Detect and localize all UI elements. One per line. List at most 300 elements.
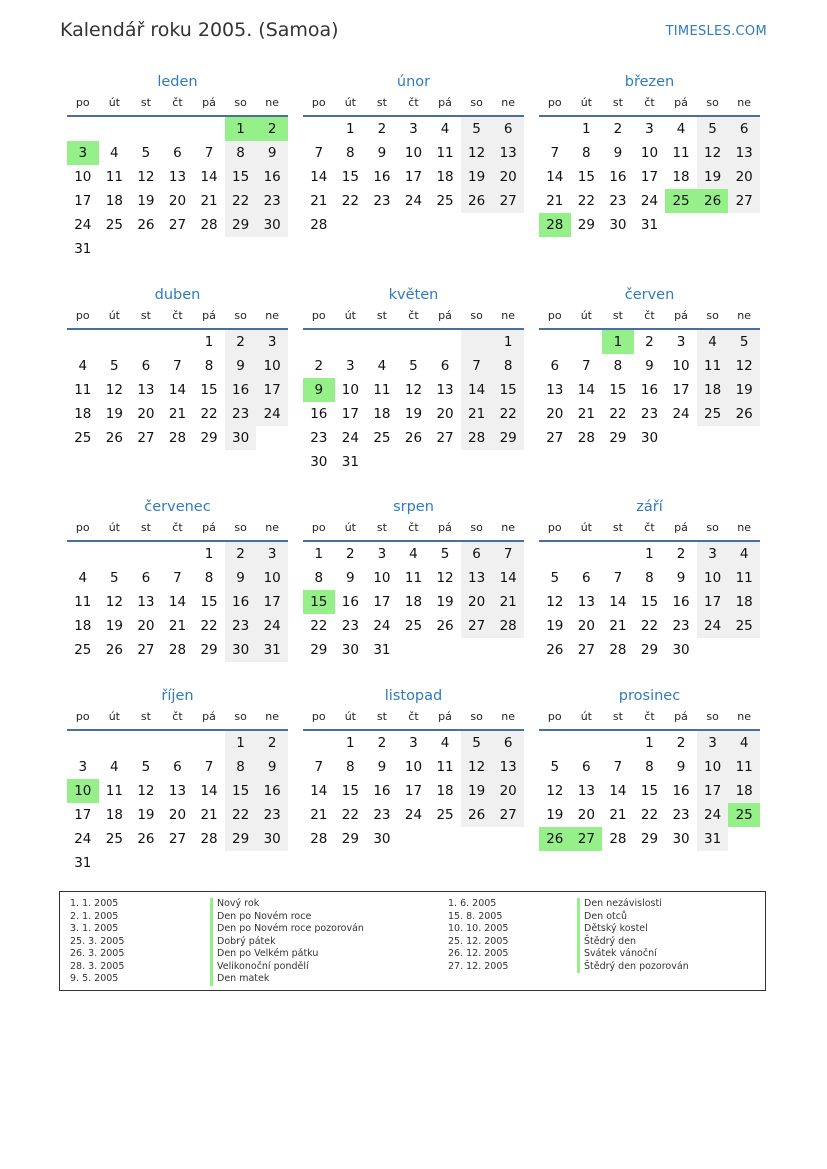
- month-name: březen: [624, 74, 675, 90]
- weekday-label: ne: [737, 710, 752, 723]
- empty-cell: [303, 117, 335, 141]
- weekday-label: čt: [172, 96, 183, 109]
- day-cell: 8: [346, 145, 355, 161]
- day-cell: 27: [168, 217, 187, 233]
- day-cell: 31: [373, 642, 391, 658]
- weekday-label: út: [580, 521, 592, 534]
- empty-cell: [99, 731, 131, 755]
- weekday-label: st: [612, 521, 623, 534]
- day-grid: [539, 542, 760, 662]
- day-cell: 13: [577, 783, 595, 799]
- day-cell: 18: [672, 169, 690, 185]
- day-cell: 13: [168, 169, 187, 185]
- empty-cell: [366, 450, 398, 474]
- empty-cell: [67, 330, 99, 354]
- day-cell: 15: [225, 165, 257, 189]
- day-cell: 20: [577, 807, 595, 823]
- legend-left-dates: [70, 898, 124, 986]
- legend-date: 27. 12. 2005: [448, 960, 509, 972]
- weekday-label: út: [580, 309, 592, 322]
- brand-link[interactable]: TIMESLES.COM: [665, 24, 767, 39]
- empty-cell: [461, 638, 493, 662]
- day-cell: 24: [74, 217, 92, 233]
- day-cell: 19: [105, 618, 123, 634]
- weekday-label: čt: [172, 521, 183, 534]
- day-cell: 13: [168, 783, 187, 799]
- day-cell: 13: [492, 141, 524, 165]
- weekday-label: pá: [674, 96, 688, 109]
- day-cell: 14: [609, 594, 627, 610]
- day-grid: [67, 117, 288, 261]
- day-cell: 11: [728, 755, 760, 779]
- day-cell: 6: [141, 570, 151, 586]
- legend-date: 9. 5. 2005: [70, 973, 119, 984]
- weekday-label: st: [376, 309, 387, 322]
- weekday-label: ne: [501, 309, 516, 322]
- day-cell: 27: [577, 642, 595, 658]
- month-block: [303, 685, 524, 851]
- day-cell: 16: [256, 779, 288, 803]
- day-cell: 4: [697, 330, 729, 354]
- day-cell: 20: [168, 193, 187, 209]
- day-cell: 29: [640, 831, 659, 847]
- weekday-label: čt: [644, 96, 655, 109]
- empty-cell: [728, 827, 760, 851]
- day-cell: 5: [461, 731, 493, 755]
- legend-date: 25. 3. 2005: [70, 935, 125, 947]
- day-cell: 3: [377, 546, 387, 562]
- day-cell: 11: [728, 566, 760, 590]
- day-cell: 22: [225, 189, 257, 213]
- day-cell: 23: [225, 614, 257, 638]
- day-cell: 26: [105, 430, 123, 446]
- day-cell: 29: [225, 827, 257, 851]
- empty-cell: [193, 851, 225, 875]
- day-cell: 28: [461, 426, 493, 450]
- empty-cell: [130, 731, 162, 755]
- day-cell: 29: [492, 426, 524, 450]
- day-grid: [303, 731, 524, 851]
- day-cell: 6: [728, 117, 760, 141]
- day-cell: 21: [609, 618, 627, 634]
- day-cell: 10: [640, 145, 659, 161]
- day-cell: 5: [110, 570, 119, 586]
- day-cell: 1: [225, 117, 257, 141]
- weekday-label: st: [612, 710, 623, 723]
- day-cell: 31: [74, 241, 92, 257]
- legend-right-dates: [448, 898, 508, 973]
- empty-cell: [398, 213, 430, 237]
- weekday-label: pá: [202, 521, 216, 534]
- day-cell: 9: [303, 378, 335, 402]
- day-cell: 14: [200, 169, 218, 185]
- legend-date: 3. 1. 2005: [70, 923, 119, 934]
- empty-cell: [335, 213, 367, 237]
- day-cell: 23: [310, 430, 328, 446]
- weekday-label: so: [470, 309, 483, 322]
- weekday-label: po: [547, 96, 562, 109]
- day-cell: 7: [582, 358, 591, 374]
- day-cell: 13: [577, 594, 595, 610]
- day-cell: 27: [137, 430, 155, 446]
- day-cell: 17: [256, 590, 288, 614]
- day-cell: 18: [436, 169, 454, 185]
- day-cell: 15: [492, 378, 524, 402]
- day-cell: 16: [672, 783, 690, 799]
- day-cell: 11: [436, 145, 454, 161]
- day-grid: [539, 117, 760, 237]
- day-cell: 10: [373, 570, 391, 586]
- day-cell: 12: [461, 141, 493, 165]
- day-cell: 8: [314, 570, 324, 586]
- day-cell: 8: [225, 755, 257, 779]
- day-cell: 24: [74, 831, 92, 847]
- weekday-label: so: [234, 309, 247, 322]
- day-cell: 6: [173, 759, 182, 775]
- day-cell: 27: [728, 189, 760, 213]
- empty-cell: [99, 330, 131, 354]
- month-block: [303, 71, 524, 237]
- day-cell: 22: [640, 807, 659, 823]
- weekday-label: ne: [737, 521, 752, 534]
- empty-cell: [99, 117, 131, 141]
- day-cell: 16: [640, 382, 659, 398]
- day-cell: 26: [137, 217, 155, 233]
- day-cell: 7: [550, 145, 560, 161]
- month-name: srpen: [393, 499, 434, 515]
- day-cell: 10: [74, 169, 92, 185]
- month-block: [67, 685, 288, 875]
- day-cell: 20: [546, 406, 564, 422]
- day-cell: 27: [461, 614, 493, 638]
- empty-cell: [303, 731, 335, 755]
- day-cell: 19: [404, 406, 423, 422]
- day-cell: 17: [697, 590, 729, 614]
- day-cell: 8: [645, 759, 654, 775]
- weekday-header: [539, 518, 760, 542]
- month-name: únor: [396, 74, 431, 90]
- empty-cell: [539, 117, 571, 141]
- day-cell: 24: [256, 614, 288, 638]
- month-block: [67, 71, 288, 261]
- day-cell: 19: [697, 165, 729, 189]
- legend-date: 26. 12. 2005: [448, 948, 509, 959]
- empty-cell: [728, 426, 760, 450]
- day-cell: 25: [404, 618, 423, 634]
- legend-date: 10. 10. 2005: [448, 923, 509, 934]
- day-cell: 27: [546, 430, 564, 446]
- day-cell: 2: [314, 358, 324, 374]
- day-cell: 1: [204, 334, 214, 350]
- empty-cell: [256, 426, 288, 450]
- day-cell: 1: [645, 546, 654, 562]
- day-grid: [67, 330, 288, 450]
- day-cell: 18: [74, 406, 92, 422]
- day-cell: 9: [676, 759, 686, 775]
- day-cell: 24: [256, 402, 288, 426]
- day-cell: 3: [256, 330, 288, 354]
- weekday-header: [303, 93, 524, 117]
- day-cell: 6: [492, 117, 524, 141]
- weekday-label: po: [547, 309, 562, 322]
- day-cell: 2: [256, 731, 288, 755]
- day-cell: 16: [256, 165, 288, 189]
- legend-date: 1. 1. 2005: [70, 898, 119, 909]
- weekday-label: st: [612, 309, 623, 322]
- day-cell: 14: [609, 783, 627, 799]
- empty-cell: [99, 851, 131, 875]
- day-cell: 3: [645, 121, 654, 137]
- day-cell: 29: [225, 213, 257, 237]
- day-cell: 10: [67, 779, 99, 803]
- empty-cell: [461, 330, 493, 354]
- empty-cell: [162, 542, 194, 566]
- day-cell: 30: [256, 827, 288, 851]
- day-cell: 15: [200, 382, 218, 398]
- day-cell: 15: [200, 594, 218, 610]
- day-cell: 25: [74, 430, 92, 446]
- month-name: červenec: [144, 499, 211, 515]
- day-cell: 11: [74, 382, 92, 398]
- day-cell: 18: [697, 378, 729, 402]
- day-cell: 13: [728, 141, 760, 165]
- day-cell: 29: [577, 217, 595, 233]
- day-cell: 25: [665, 189, 697, 213]
- empty-cell: [335, 330, 367, 354]
- day-cell: 5: [728, 330, 760, 354]
- empty-cell: [398, 330, 430, 354]
- day-cell: 26: [105, 642, 123, 658]
- empty-cell: [398, 638, 430, 662]
- day-cell: 24: [404, 807, 423, 823]
- day-cell: 4: [440, 121, 450, 137]
- day-cell: 2: [377, 735, 387, 751]
- day-cell: 17: [640, 169, 659, 185]
- day-cell: 28: [200, 217, 218, 233]
- empty-cell: [162, 237, 194, 261]
- day-cell: 2: [346, 546, 355, 562]
- day-cell: 13: [137, 382, 155, 398]
- day-cell: 7: [613, 570, 623, 586]
- day-cell: 11: [672, 145, 690, 161]
- day-cell: 10: [256, 354, 288, 378]
- legend-holiday-name: Svátek vánoční: [577, 948, 689, 961]
- month-block: [539, 496, 760, 662]
- day-cell: 24: [697, 614, 729, 638]
- day-cell: 16: [310, 406, 328, 422]
- empty-cell: [99, 542, 131, 566]
- empty-cell: [697, 426, 729, 450]
- day-cell: 4: [676, 121, 686, 137]
- day-cell: 16: [609, 169, 627, 185]
- day-cell: 22: [341, 807, 359, 823]
- day-cell: 21: [577, 406, 595, 422]
- day-cell: 5: [697, 117, 729, 141]
- empty-cell: [162, 330, 194, 354]
- weekday-label: ne: [265, 710, 280, 723]
- day-cell: 23: [672, 807, 690, 823]
- empty-cell: [193, 731, 225, 755]
- day-cell: 17: [672, 382, 690, 398]
- day-cell: 19: [546, 618, 564, 634]
- page-title: Kalendář roku 2005. (Samoa): [60, 19, 339, 41]
- day-cell: 9: [225, 354, 257, 378]
- day-cell: 11: [697, 354, 729, 378]
- weekday-label: po: [75, 309, 90, 322]
- day-cell: 26: [436, 618, 454, 634]
- day-cell: 21: [310, 193, 328, 209]
- day-cell: 17: [74, 807, 92, 823]
- weekday-label: st: [376, 96, 387, 109]
- empty-cell: [398, 450, 430, 474]
- day-cell: 17: [373, 594, 391, 610]
- day-cell: 27: [492, 189, 524, 213]
- day-cell: 3: [256, 542, 288, 566]
- day-cell: 30: [373, 831, 391, 847]
- weekday-header: [303, 306, 524, 330]
- day-cell: 15: [577, 169, 595, 185]
- day-cell: 28: [168, 642, 187, 658]
- day-cell: 2: [225, 330, 257, 354]
- day-cell: 7: [314, 759, 324, 775]
- day-cell: 30: [256, 213, 288, 237]
- weekday-label: pá: [438, 309, 452, 322]
- empty-cell: [130, 542, 162, 566]
- weekday-header: [539, 707, 760, 731]
- day-cell: 15: [640, 783, 659, 799]
- day-cell: 22: [200, 618, 218, 634]
- month-block: [303, 496, 524, 662]
- day-cell: 6: [582, 570, 591, 586]
- day-cell: 6: [582, 759, 591, 775]
- day-cell: 30: [672, 831, 690, 847]
- day-cell: 11: [373, 382, 391, 398]
- weekday-header: [303, 707, 524, 731]
- day-cell: 4: [728, 731, 760, 755]
- empty-cell: [602, 542, 634, 566]
- day-cell: 20: [492, 779, 524, 803]
- day-cell: 22: [200, 406, 218, 422]
- empty-cell: [728, 213, 760, 237]
- day-grid: [67, 542, 288, 662]
- day-cell: 26: [697, 189, 729, 213]
- day-cell: 11: [74, 594, 92, 610]
- day-cell: 25: [436, 193, 454, 209]
- day-cell: 9: [377, 759, 387, 775]
- day-cell: 31: [341, 454, 359, 470]
- day-cell: 14: [492, 566, 524, 590]
- empty-cell: [492, 450, 524, 474]
- day-cell: 16: [341, 594, 359, 610]
- day-cell: 12: [546, 783, 564, 799]
- day-cell: 19: [436, 594, 454, 610]
- day-cell: 19: [461, 165, 493, 189]
- empty-cell: [429, 450, 461, 474]
- day-cell: 25: [373, 430, 391, 446]
- day-cell: 31: [256, 638, 288, 662]
- legend-holiday-name: Den po Novém roce: [210, 911, 364, 924]
- day-cell: 14: [168, 594, 187, 610]
- day-cell: 28: [310, 217, 328, 233]
- empty-cell: [728, 638, 760, 662]
- day-cell: 20: [137, 618, 155, 634]
- day-cell: 14: [200, 783, 218, 799]
- weekday-label: út: [580, 96, 592, 109]
- empty-cell: [697, 638, 729, 662]
- day-cell: 16: [672, 594, 690, 610]
- weekday-label: út: [108, 710, 120, 723]
- day-cell: 12: [137, 783, 155, 799]
- weekday-label: ne: [501, 96, 516, 109]
- day-cell: 1: [582, 121, 591, 137]
- day-cell: 24: [697, 803, 729, 827]
- day-cell: 27: [436, 430, 454, 446]
- day-cell: 29: [310, 642, 328, 658]
- day-cell: 22: [640, 618, 659, 634]
- day-cell: 24: [373, 618, 391, 634]
- weekday-label: st: [376, 521, 387, 534]
- day-cell: 10: [672, 358, 690, 374]
- day-cell: 11: [105, 783, 123, 799]
- day-cell: 12: [105, 594, 123, 610]
- weekday-label: po: [311, 96, 326, 109]
- day-cell: 21: [168, 406, 187, 422]
- empty-cell: [162, 731, 194, 755]
- weekday-label: st: [140, 96, 151, 109]
- day-cell: 2: [613, 121, 623, 137]
- day-cell: 21: [200, 807, 218, 823]
- weekday-label: so: [234, 96, 247, 109]
- day-cell: 15: [609, 382, 627, 398]
- legend-holiday-name: Den po Velkém pátku: [210, 948, 364, 961]
- day-cell: 15: [341, 783, 359, 799]
- day-cell: 9: [225, 566, 257, 590]
- day-cell: 10: [256, 566, 288, 590]
- day-cell: 14: [577, 382, 595, 398]
- day-cell: 8: [492, 354, 524, 378]
- empty-cell: [99, 237, 131, 261]
- weekday-label: so: [234, 521, 247, 534]
- month-name: září: [636, 499, 663, 515]
- day-cell: 14: [168, 382, 187, 398]
- day-cell: 10: [697, 755, 729, 779]
- weekday-label: čt: [408, 96, 419, 109]
- legend-date: 26. 3. 2005: [70, 948, 125, 959]
- weekday-header: [67, 306, 288, 330]
- weekday-header: [303, 518, 524, 542]
- day-cell: 10: [697, 566, 729, 590]
- day-cell: 7: [461, 354, 493, 378]
- weekday-label: po: [311, 309, 326, 322]
- day-cell: 29: [341, 831, 359, 847]
- day-cell: 30: [672, 642, 690, 658]
- weekday-label: ne: [501, 710, 516, 723]
- day-cell: 20: [137, 406, 155, 422]
- day-cell: 22: [609, 406, 627, 422]
- day-cell: 14: [310, 783, 328, 799]
- day-cell: 1: [346, 121, 355, 137]
- day-cell: 5: [409, 358, 418, 374]
- month-name: listopad: [384, 688, 443, 704]
- day-cell: 25: [728, 614, 760, 638]
- day-cell: 4: [377, 358, 387, 374]
- day-cell: 17: [341, 406, 359, 422]
- day-cell: 14: [546, 169, 564, 185]
- day-cell: 8: [613, 358, 623, 374]
- empty-cell: [130, 851, 162, 875]
- legend-holiday-name: Den matek: [210, 973, 364, 986]
- day-cell: 18: [728, 779, 760, 803]
